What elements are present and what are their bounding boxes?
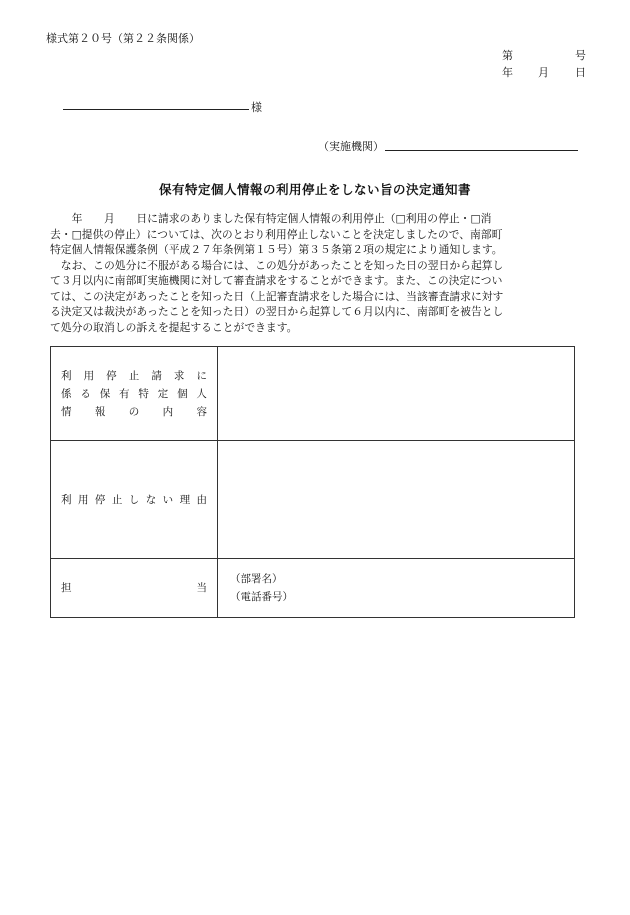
implementing-agency-line [385,150,578,151]
body-line: て３月以内に南部町実施機関に対して審査請求をすることができます。また、この決定につい [50,274,503,287]
reason-label [51,441,218,559]
contact-label [51,559,218,618]
table-row-contact [51,559,575,618]
label-line: 係 る 保 有 特 定 個 人 [61,387,207,400]
date-month: 月 [538,66,549,79]
date-day: 日 [575,66,586,79]
body-line: 年 月 日に請求のありました保有特定個人情報の利用停止（□利用の停止・□消 [50,212,492,225]
issue-date [502,64,586,78]
phone-label: （電話番号） [230,591,293,603]
document-number [502,47,586,61]
document-number-suffix: 号 [575,49,586,62]
body-line: て処分の取消しの訴えを提起することができます。 [50,320,298,334]
table-row-reason [51,441,575,559]
contact-field[interactable] [218,559,575,618]
notice-body [50,211,580,335]
body-line: 去・□提供の停止）については、次のとおり利用停止しないことを決定しましたので、南部町 [50,227,503,241]
body-line: 特定個人情報保護条例（平成２７年条例第１５号）第３５条第２項の規定により通知します。 [50,243,503,256]
date-year: 年 [502,66,513,79]
document-title: 保有特定個人情報の利用停止をしない旨の決定通知書 [158,182,471,197]
label-line: 利 用 停 止 し な い 理 由 [61,493,207,506]
requested-info-field[interactable] [218,347,575,441]
requested-info-label [51,347,218,441]
body-line: ては、この決定があったことを知った日（上記審査請求をした場合には、当該審査請求に対す [50,289,504,303]
body-line: なお、この処分に不服がある場合には、この処分があったことを知った日の翌日から起算し [50,258,504,272]
department-label: （部署名） [230,573,283,585]
label-line: 担 当 [61,582,207,594]
form-number: 様式第２０号（第２２条関係） [46,32,200,45]
table-row-requested-info [51,347,575,441]
label-line: 情 報 の 内 容 [61,405,207,418]
recipient-suffix: 様 [251,101,262,114]
reason-field[interactable] [218,441,575,559]
decision-info-table [50,346,575,618]
label-line: 利 用 停 止 請 求 に [61,369,207,382]
document-number-prefix: 第 [502,49,513,62]
body-line: る決定又は裁決があったことを知った日）の翌日から起算して６月以内に、南部町を被告とし [50,305,504,318]
implementing-agency-label: （実施機関） [318,140,384,153]
recipient-name-line [63,109,249,110]
